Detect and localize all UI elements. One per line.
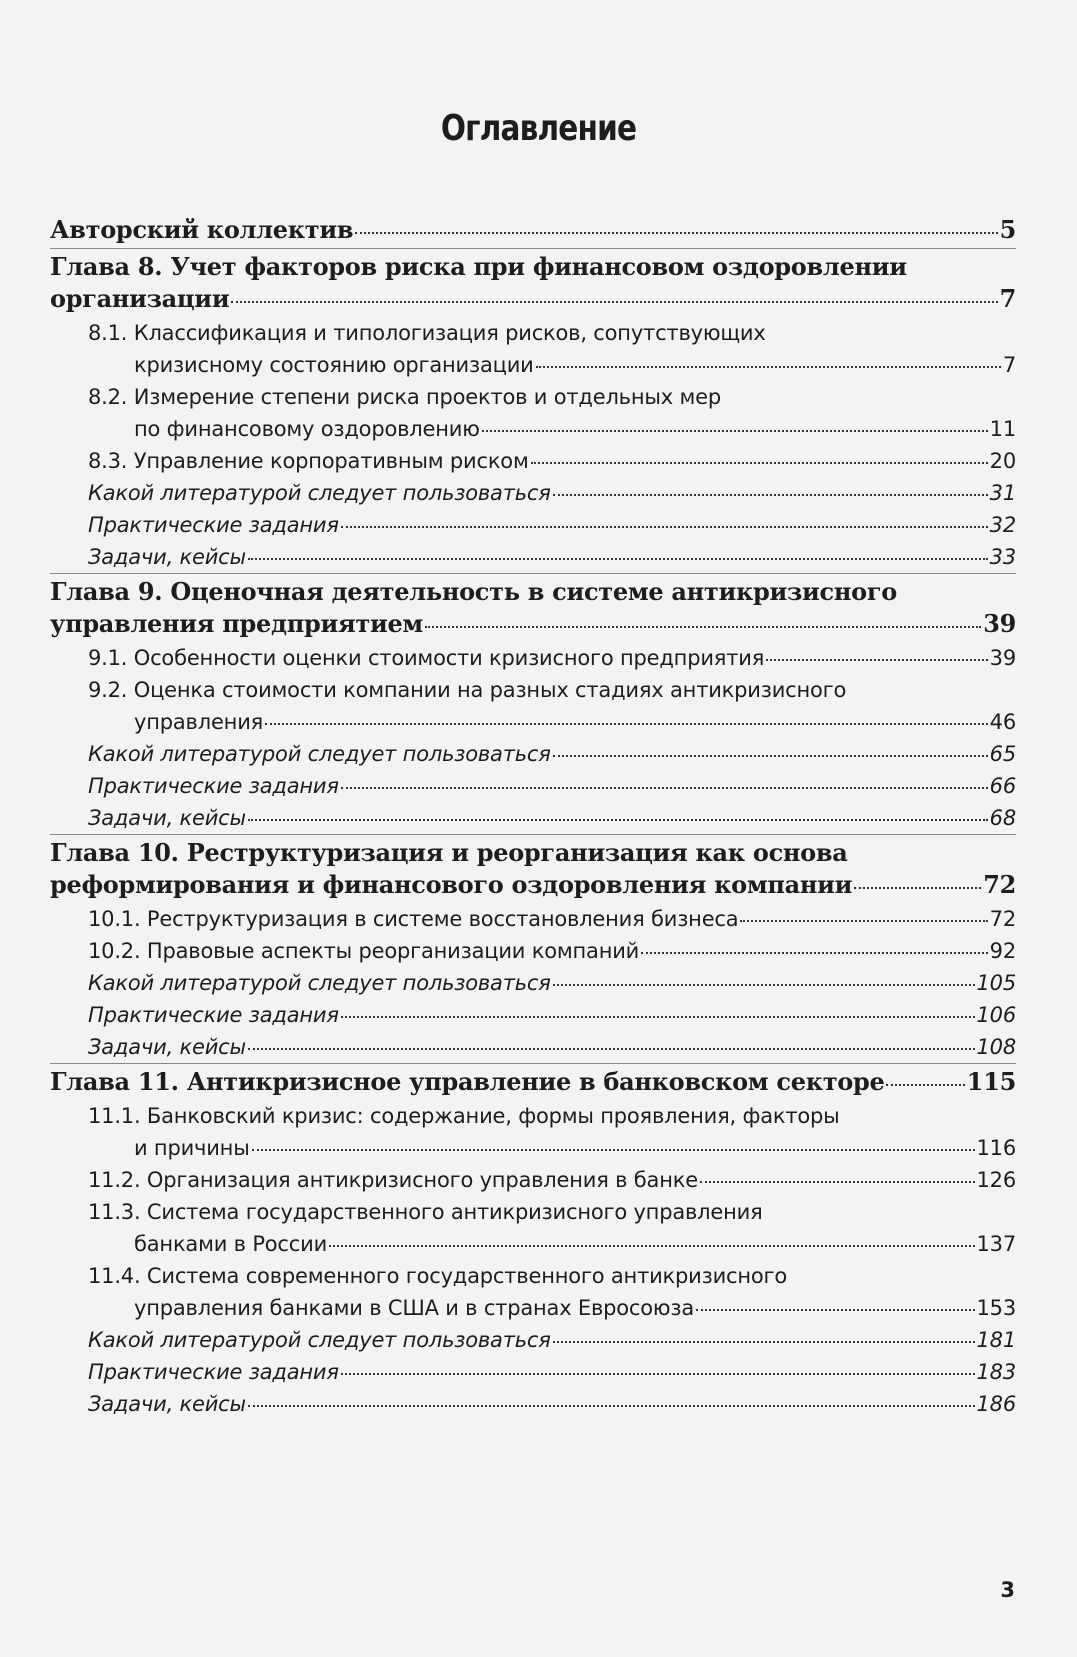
item-title-line1: 8.2. Измерение степени риска проектов и отдельных мер	[88, 385, 721, 409]
toc-item[interactable]	[50, 1164, 1016, 1196]
item-title: Какой литературой следует пользоваться	[88, 481, 551, 505]
dot-leader	[696, 1309, 974, 1311]
toc-entry-authors[interactable]	[50, 212, 1016, 248]
item-page: 106	[976, 1003, 1016, 1027]
chapter-page: 115	[966, 1067, 1016, 1096]
item-page: 105	[976, 971, 1016, 995]
table-of-contents	[50, 212, 1016, 1420]
item-page: 20	[989, 449, 1016, 473]
toc-chapter-8	[50, 249, 1016, 574]
item-title-line2: управления банками в США и в странах Евросоюза	[134, 1296, 695, 1320]
toc-item[interactable]	[50, 381, 1016, 445]
toc-literature[interactable]	[50, 477, 1016, 509]
toc-practice[interactable]	[50, 999, 1016, 1031]
dot-leader	[248, 558, 988, 560]
dot-leader	[700, 1181, 975, 1183]
dot-leader	[341, 1016, 975, 1018]
item-title-line1: 11.3. Система государственного антикризисного управления	[88, 1200, 763, 1224]
chapter-title-line1: Глава 10. Реструктуризация и реорганизация как основа	[50, 838, 848, 867]
dot-leader	[341, 787, 988, 789]
chapter-title: Глава 11. Антикризисное управление в банковском секторе	[50, 1067, 885, 1096]
item-title: Практические задания	[88, 1360, 339, 1384]
item-title-line2: и причины	[134, 1136, 250, 1160]
item-page: 126	[976, 1168, 1016, 1192]
item-page: 183	[976, 1360, 1016, 1384]
dot-leader	[553, 755, 988, 757]
dot-leader	[531, 462, 988, 464]
dot-leader	[355, 232, 997, 234]
item-page: 66	[989, 774, 1016, 798]
item-page: 72	[989, 907, 1016, 931]
chapter-heading[interactable]	[50, 835, 1016, 903]
item-page: 11	[989, 417, 1016, 441]
chapter-heading[interactable]	[50, 249, 1016, 317]
toc-cases[interactable]	[50, 1388, 1016, 1420]
toc-item[interactable]	[50, 1100, 1016, 1164]
item-title: Задачи, кейсы	[88, 1035, 246, 1059]
toc-authors	[50, 212, 1016, 249]
item-title: 8.3. Управление корпоративным риском	[88, 449, 529, 473]
dot-leader	[231, 301, 997, 303]
toc-literature[interactable]	[50, 967, 1016, 999]
dot-leader	[482, 430, 988, 432]
toc-item[interactable]	[50, 642, 1016, 674]
chapter-title-line1: Глава 8. Учет факторов риска при финансовом оздоровлении	[50, 252, 907, 281]
dot-leader	[740, 920, 987, 922]
toc-practice[interactable]	[50, 770, 1016, 802]
item-page: 153	[976, 1296, 1016, 1320]
item-page: 116	[976, 1136, 1016, 1160]
item-title-line2: управления	[134, 710, 264, 734]
entry-title: Авторский коллектив	[50, 215, 354, 244]
item-title: Какой литературой следует пользоваться	[88, 1328, 551, 1352]
item-title: Какой литературой следует пользоваться	[88, 971, 551, 995]
item-title-line1: 11.1. Банковский кризис: содержание, формы проявления, факторы	[88, 1104, 840, 1128]
chapter-title-line2: организации	[50, 284, 230, 313]
toc-item[interactable]	[50, 445, 1016, 477]
dot-leader	[536, 366, 1001, 368]
item-page: 7	[1002, 353, 1016, 377]
dot-leader	[265, 723, 988, 725]
chapter-title-line2: управления предприятием	[50, 609, 423, 638]
item-title: Практические задания	[88, 513, 339, 537]
dot-leader	[854, 887, 981, 889]
item-title: 11.2. Организация антикризисного управления в банке	[88, 1168, 698, 1192]
item-title: 9.1. Особенности оценки стоимости кризисного предприятия	[88, 646, 765, 670]
dot-leader	[252, 1149, 975, 1151]
item-title-line2: банками в России	[134, 1232, 328, 1256]
dot-leader	[553, 984, 975, 986]
dot-leader	[248, 1048, 975, 1050]
toc-chapter-11	[50, 1064, 1016, 1420]
toc-practice[interactable]	[50, 509, 1016, 541]
toc-literature[interactable]	[50, 738, 1016, 770]
toc-item[interactable]	[50, 903, 1016, 935]
dot-leader	[641, 952, 988, 954]
toc-chapter-10	[50, 835, 1016, 1064]
chapter-title-line2: реформирования и финансового оздоровления компании	[50, 870, 853, 899]
item-page: 65	[989, 742, 1016, 766]
item-title-line1: 9.2. Оценка стоимости компании на разных стадиях антикризисного	[88, 678, 847, 702]
item-title: 10.1. Реструктуризация в системе восстановления бизнеса	[88, 907, 739, 931]
dot-leader	[341, 526, 988, 528]
item-page: 32	[989, 513, 1016, 537]
dot-leader	[553, 1341, 975, 1343]
item-page: 46	[989, 710, 1016, 734]
toc-item[interactable]	[50, 935, 1016, 967]
item-page: 108	[976, 1035, 1016, 1059]
chapter-page: 7	[999, 284, 1016, 313]
item-page: 137	[976, 1232, 1016, 1256]
toc-literature[interactable]	[50, 1324, 1016, 1356]
item-page: 186	[976, 1392, 1016, 1416]
chapter-page: 39	[983, 609, 1016, 638]
item-title-line1: 11.4. Система современного государственного антикризисного	[88, 1264, 788, 1288]
toc-item[interactable]	[50, 1196, 1016, 1260]
item-title: Задачи, кейсы	[88, 1392, 246, 1416]
item-title: Практические задания	[88, 774, 339, 798]
item-title: Задачи, кейсы	[88, 545, 246, 569]
toc-item[interactable]	[50, 674, 1016, 738]
item-page: 39	[989, 646, 1016, 670]
dot-leader	[425, 626, 981, 628]
item-title-line2: по финансовому оздоровлению	[134, 417, 480, 441]
page-number: 3	[1000, 1578, 1015, 1602]
item-title-line1: 8.1. Классификация и типологизация рисков, сопутствующих	[88, 321, 766, 345]
dot-leader	[248, 1405, 975, 1407]
dot-leader	[766, 659, 988, 661]
item-page: 181	[976, 1328, 1016, 1352]
item-page: 92	[989, 939, 1016, 963]
toc-item[interactable]	[50, 317, 1016, 381]
chapter-heading[interactable]	[50, 574, 1016, 642]
toc-cases[interactable]	[50, 541, 1016, 573]
item-title: Задачи, кейсы	[88, 806, 246, 830]
dot-leader	[886, 1084, 964, 1086]
toc-practice[interactable]	[50, 1356, 1016, 1388]
chapter-title-line1: Глава 9. Оценочная деятельность в системе антикризисного	[50, 577, 897, 606]
toc-cases[interactable]	[50, 1031, 1016, 1063]
item-title-line2: кризисному состоянию организации	[134, 353, 534, 377]
dot-leader	[329, 1245, 974, 1247]
entry-page: 5	[999, 215, 1016, 244]
item-title: Практические задания	[88, 1003, 339, 1027]
toc-chapter-9	[50, 574, 1016, 835]
toc-item[interactable]	[50, 1260, 1016, 1324]
item-title: Какой литературой следует пользоваться	[88, 742, 551, 766]
toc-cases[interactable]	[50, 802, 1016, 834]
chapter-page: 72	[983, 870, 1016, 899]
dot-leader	[553, 494, 988, 496]
item-page: 33	[989, 545, 1016, 569]
item-page: 68	[989, 806, 1016, 830]
item-page: 31	[989, 481, 1016, 505]
chapter-heading[interactable]	[50, 1064, 1016, 1100]
item-title: 10.2. Правовые аспекты реорганизации компаний	[88, 939, 640, 963]
dot-leader	[341, 1373, 975, 1375]
dot-leader	[248, 819, 988, 821]
page-title: Оглавление	[440, 108, 637, 149]
